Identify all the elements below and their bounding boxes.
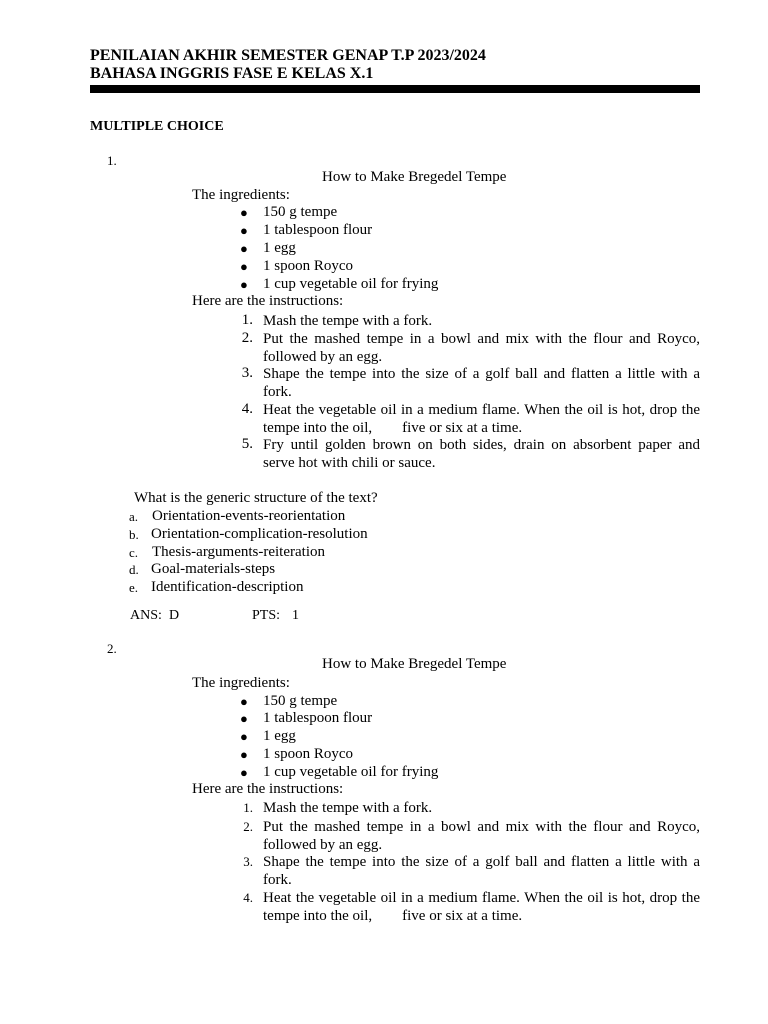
bullet-icon: ● <box>240 729 248 744</box>
option-text: Orientation-events-reorientation <box>152 508 346 524</box>
points-label: PTS: <box>252 608 281 623</box>
header-subtitle: BAHASA INGGRIS FASE E KELAS X.1 <box>90 65 374 82</box>
bullet-icon: ● <box>240 711 248 726</box>
bullet-icon: ● <box>240 259 248 274</box>
bullet-icon: ● <box>240 694 248 709</box>
step-number: 5. <box>241 436 253 452</box>
header-title: PENILAIAN AKHIR SEMESTER GENAP T.P 2023/2024 <box>90 47 486 64</box>
question-number: 2. <box>107 641 117 656</box>
ingredient-item: 1 egg <box>263 728 296 744</box>
bullet-icon: ● <box>240 747 248 762</box>
step-number: 4. <box>243 890 253 905</box>
ingredients-label: The ingredients: <box>192 675 290 691</box>
bullet-icon: ● <box>240 765 248 780</box>
step-text: Shape the tempe into the size of a golf ball and flatten a little with a fork. <box>263 854 700 888</box>
ingredient-item: 1 tablespoon flour <box>263 710 373 726</box>
step-text: Heat the vegetable oil in a medium flame. When the oil is hot, drop the tempe into the oil, five or six at a time. <box>263 402 700 436</box>
step-text: Mash the tempe with a fork. <box>263 800 433 816</box>
recipe-title: How to Make Bregedel Tempe <box>322 656 507 672</box>
ingredient-item: 150 g tempe <box>263 204 338 220</box>
points-value: 1 <box>292 608 299 623</box>
instructions-label: Here are the instructions: <box>192 781 344 797</box>
option-text: Thesis-arguments-reiteration <box>152 544 325 560</box>
header-rule <box>90 85 700 93</box>
option-letter: c. <box>129 545 139 560</box>
document-header <box>90 47 486 83</box>
instructions-label: Here are the instructions: <box>192 293 344 309</box>
option-letter: e. <box>129 580 139 595</box>
ingredient-item: 1 spoon Royco <box>263 746 353 762</box>
bullet-icon: ● <box>240 205 248 220</box>
ingredients-label: The ingredients: <box>192 187 290 203</box>
step-number: 3. <box>241 365 253 381</box>
question-number: 1. <box>107 153 117 168</box>
section-title: MULTIPLE CHOICE <box>90 119 224 134</box>
step-number: 2. <box>241 330 253 346</box>
option-letter: a. <box>129 509 139 524</box>
step-number: 1. <box>243 800 253 815</box>
answer-value: D <box>169 608 180 623</box>
step-number: 1. <box>241 312 253 328</box>
ingredient-item: 150 g tempe <box>263 693 338 709</box>
step-number: 2. <box>243 819 253 834</box>
step-text: Mash the tempe with a fork. <box>263 313 433 329</box>
option-text: Identification-description <box>151 579 304 595</box>
question-stem: What is the generic structure of the text? <box>134 490 378 506</box>
option-text: Orientation-complication-resolution <box>151 526 368 542</box>
ingredient-item: 1 cup vegetable oil for frying <box>263 764 439 780</box>
option-letter: d. <box>129 562 139 577</box>
bullet-icon: ● <box>240 223 248 238</box>
ingredient-item: 1 tablespoon flour <box>263 222 373 238</box>
ingredient-item: 1 egg <box>263 240 296 256</box>
ingredient-item: 1 spoon Royco <box>263 258 353 274</box>
step-text: Put the mashed tempe in a bowl and mix with the flour and Royco, followed by an egg. <box>263 819 700 853</box>
step-text: Put the mashed tempe in a bowl and mix with the flour and Royco, followed by an egg. <box>263 331 700 365</box>
step-text: Heat the vegetable oil in a medium flame. When the oil is hot, drop the tempe into the oil, five or six at a time. <box>263 890 700 924</box>
option-text: Goal-materials-steps <box>151 561 276 577</box>
answer-label: ANS: <box>130 608 162 623</box>
step-number: 4. <box>241 401 253 417</box>
step-number: 3. <box>243 854 253 869</box>
option-letter: b. <box>129 527 139 542</box>
step-text: Fry until golden brown on both sides, drain on absorbent paper and serve hot with chili or sauce. <box>263 437 700 471</box>
recipe-title: How to Make Bregedel Tempe <box>322 169 507 185</box>
bullet-icon: ● <box>240 277 248 292</box>
ingredient-item: 1 cup vegetable oil for frying <box>263 276 439 292</box>
step-text: Shape the tempe into the size of a golf ball and flatten a little with a fork. <box>263 366 700 400</box>
bullet-icon: ● <box>240 241 248 256</box>
